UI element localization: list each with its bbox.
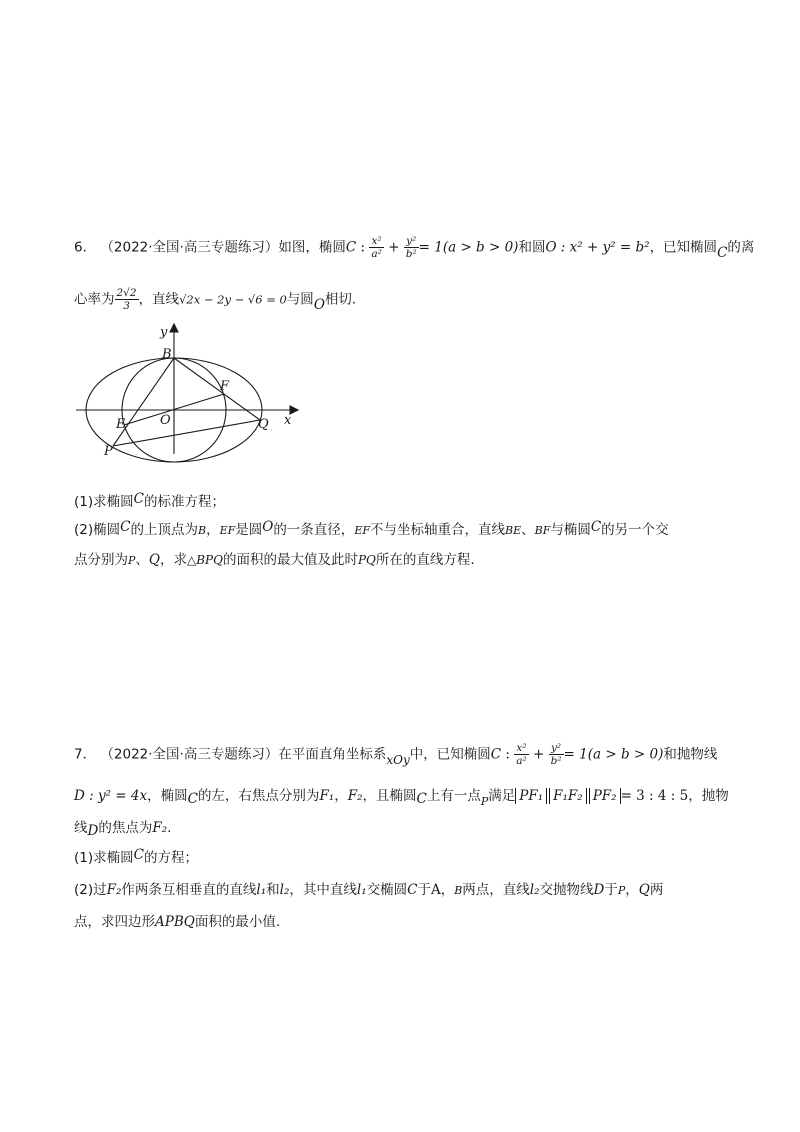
label-q: Q bbox=[258, 417, 269, 432]
problem-number: 7． bbox=[74, 746, 97, 763]
problem-7-line-3: 线D的焦点为F₂. bbox=[74, 820, 172, 839]
label-e: E bbox=[116, 417, 126, 432]
circle-equation: O : x² + y² = b² bbox=[545, 239, 650, 256]
problem-number: 6． bbox=[74, 239, 97, 256]
line-bq bbox=[174, 358, 260, 420]
label-o: O bbox=[160, 413, 171, 428]
ellipse-equation-tail: = 1(a > b > 0) bbox=[418, 239, 519, 256]
ratio-f1f2: F₁F₂ bbox=[549, 788, 587, 804]
problem-6-question-1: (1)求椭圆C的标准方程； bbox=[74, 491, 225, 510]
label-b: B bbox=[162, 347, 172, 362]
line-pq bbox=[113, 420, 260, 446]
problem-source: （2022·全国·高三专题练习） bbox=[100, 746, 279, 763]
problem-7-line-2: D : y² = 4x，椭圆C的左，右焦点分别为F₁，F₂，且椭圆C上有一点$_P$满足 PF₁ F₁F₂ PF₂ = 3 : 4 : 5，抛物 bbox=[74, 788, 729, 808]
label-x: x bbox=[284, 413, 292, 428]
ratio-pf1: PF₁ bbox=[515, 788, 547, 804]
problem-7-question-2: (2)过F₂作两条互相垂直的直线l₁和l₂，其中直线l₁交椭圆C于A，B两点，直线l₂交抛物线D于P，Q两 bbox=[74, 882, 664, 898]
ellipse-circle-figure bbox=[74, 322, 314, 462]
problem-6-question-2: (2)椭圆C的上顶点为B，EF是圆O的一条直径，EF不与坐标轴重合，直线BE、BF与椭圆C的另一个交 bbox=[74, 519, 669, 538]
problem-source: （2022·全国·高三专题练习） bbox=[100, 239, 279, 256]
problem-7-line-1: 7． （2022·全国·高三专题练习）在平面直角坐标系xOy中，已知椭圆C : $\frac{\text{x²}}{\text{a²}}$ + $\frac{\text{y²}}{\text{b²}}$ = 1(a > b > 0)和抛物线 bbox=[74, 742, 718, 767]
y-axis-arrow bbox=[170, 324, 178, 332]
tangent-line-equation: √2x − 2y − √6 = 0 bbox=[179, 292, 287, 307]
problem-7-question-2-cont: 点，求四边形APBQ面积的最小值. bbox=[74, 914, 281, 930]
problem-6-line-2: 心率为 $\frac{2√2}{3}$ ，直线√2x − 2y − √6 = 0与圆O相切. bbox=[74, 287, 357, 313]
fraction-x: $\frac{\text{x²}}{\text{a²}}$ bbox=[371, 235, 382, 260]
label-y: y bbox=[160, 325, 168, 340]
problem-6-line-1: 6． （2022·全国·高三专题练习）如图，椭圆C : $\frac{\text{x²}}{\text{a²}}$ + $\frac{\text{y²}}{\text{b²}}$ = 1(a > b > 0)和圆O : x² + y² = b²，已知椭圆C的离 bbox=[74, 235, 755, 261]
label-p: P bbox=[104, 444, 113, 459]
eccentricity-fraction: $\frac{2√2}{3}$ bbox=[116, 287, 137, 312]
parabola-equation: D : y² = 4x bbox=[74, 788, 148, 804]
problem-6-question-2-cont: 点分别为P、Q，求△BPQ的面积的最大值及此时PQ所在的直线方程. bbox=[74, 552, 475, 568]
label-f: F bbox=[220, 379, 230, 394]
ratio-pf2: PF₂ bbox=[589, 788, 621, 804]
fraction-y: $\frac{\text{y²}}{\text{b²}}$ bbox=[405, 235, 417, 260]
problem-7-question-1: (1)求椭圆C的方程； bbox=[74, 847, 198, 866]
